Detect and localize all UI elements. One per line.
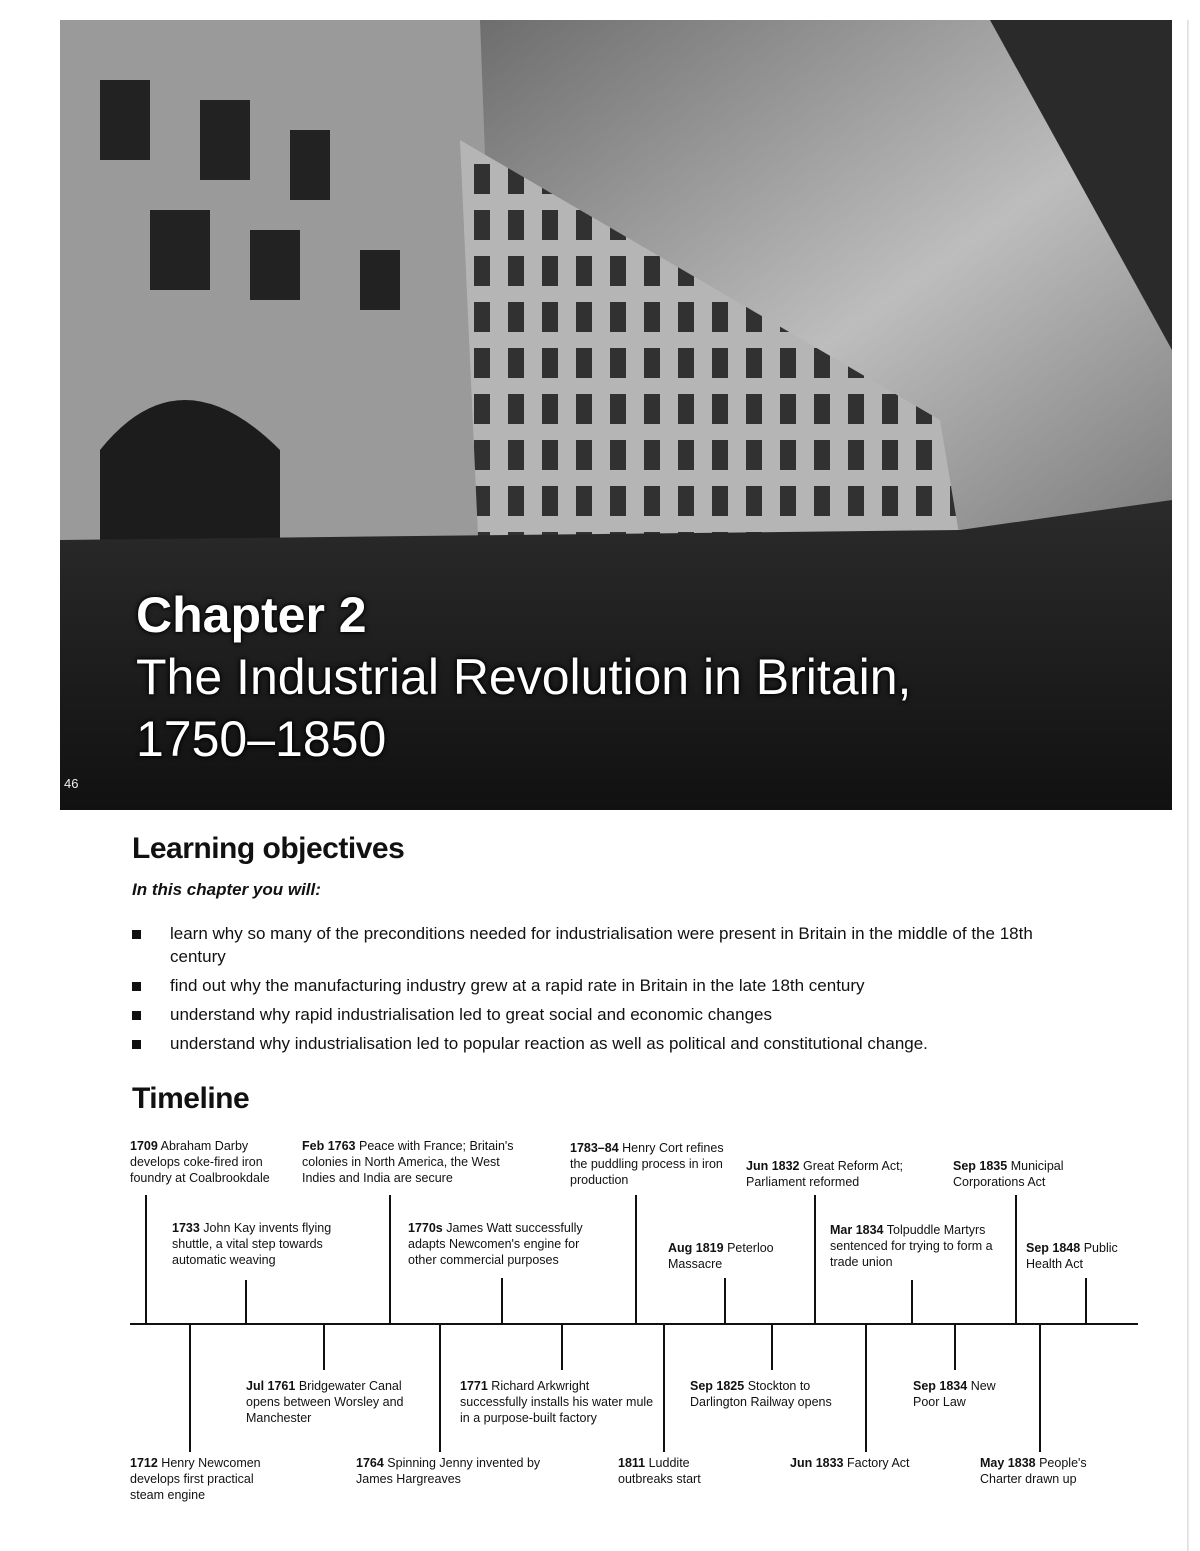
page-number: 46 bbox=[64, 776, 79, 791]
event-text: James Watt successfully adapts Newcomen's engine for other commercial purposes bbox=[408, 1221, 583, 1267]
objective-item bbox=[132, 1032, 1062, 1055]
event-text: Spinning Jenny invented by James Hargreaves bbox=[356, 1456, 541, 1486]
event-date: 1770s bbox=[408, 1221, 443, 1235]
event-text: Stockton to Darlington Railway opens bbox=[690, 1379, 832, 1409]
objective-text: find out why the manufacturing industry grew at a rapid rate in Britain in the late 18th century bbox=[170, 976, 865, 995]
timeline-event bbox=[668, 1240, 792, 1272]
objective-text: learn why so many of the preconditions needed for industrialisation were present in Britain in the middle of the 18th century bbox=[170, 924, 1033, 966]
event-date: Jul 1761 bbox=[246, 1379, 296, 1393]
bullet-square-icon bbox=[132, 982, 141, 991]
event-text: Luddite outbreaks start bbox=[618, 1456, 701, 1486]
event-date: Jun 1833 bbox=[790, 1456, 844, 1470]
event-date: Sep 1835 bbox=[953, 1159, 1008, 1173]
event-text: Richard Arkwright successfully installs his water mule in a purpose-built factory bbox=[460, 1379, 654, 1425]
event-date: Feb 1763 bbox=[302, 1139, 356, 1153]
event-text: John Kay invents flying shuttle, a vital step towards automatic weaving bbox=[172, 1221, 332, 1267]
timeline-event bbox=[570, 1140, 740, 1188]
event-date: Aug 1819 bbox=[668, 1241, 724, 1255]
event-date: May 1838 bbox=[980, 1456, 1036, 1470]
bullet-square-icon bbox=[132, 1011, 141, 1020]
timeline-event bbox=[913, 1378, 1023, 1410]
timeline-event bbox=[302, 1138, 534, 1186]
event-text: Municipal Corporations Act bbox=[953, 1159, 1064, 1189]
timeline-event bbox=[830, 1222, 1006, 1270]
page-edge bbox=[1178, 20, 1200, 1551]
event-text: Peace with France; Britain's colonies in North America, the West Indies and India are secure bbox=[302, 1139, 514, 1185]
event-date: 1709 bbox=[130, 1139, 158, 1153]
learning-objectives-intro: In this chapter you will: bbox=[132, 880, 321, 899]
learning-objectives-heading: Learning objectives bbox=[132, 832, 405, 865]
objective-item bbox=[132, 1003, 1062, 1026]
event-date: Jun 1832 bbox=[746, 1159, 800, 1173]
timeline-event bbox=[356, 1455, 546, 1487]
objective-text: understand why rapid industrialisation led to great social and economic changes bbox=[170, 1005, 772, 1024]
timeline-event bbox=[953, 1158, 1103, 1190]
event-date: Sep 1848 bbox=[1026, 1241, 1081, 1255]
bullet-square-icon bbox=[132, 1040, 141, 1049]
event-date: 1811 bbox=[618, 1456, 646, 1470]
timeline-event bbox=[618, 1455, 728, 1487]
event-text: Public Health Act bbox=[1026, 1241, 1118, 1271]
timeline-event bbox=[246, 1378, 406, 1426]
chapter-title-line1: The Industrial Revolution in Britain, bbox=[136, 649, 912, 705]
timeline-event bbox=[130, 1138, 296, 1186]
chapter-label: Chapter 2 bbox=[136, 587, 367, 643]
event-date: Mar 1834 bbox=[830, 1223, 884, 1237]
timeline-event bbox=[408, 1220, 604, 1268]
event-text: New Poor Law bbox=[913, 1379, 996, 1409]
objective-item bbox=[132, 922, 1062, 968]
event-text: Bridgewater Canal opens between Worsley and Manchester bbox=[246, 1379, 404, 1425]
timeline-event bbox=[690, 1378, 860, 1410]
event-text: People's Charter drawn up bbox=[980, 1456, 1087, 1486]
timeline-event bbox=[746, 1158, 922, 1190]
learning-objectives-list bbox=[132, 922, 1062, 1061]
objective-item bbox=[132, 974, 1062, 997]
timeline-event bbox=[130, 1455, 280, 1503]
chapter-heading bbox=[136, 584, 1116, 770]
timeline-event bbox=[790, 1455, 940, 1471]
event-date: Sep 1825 bbox=[690, 1379, 745, 1393]
event-date: 1733 bbox=[172, 1221, 200, 1235]
event-text: Great Reform Act; Parliament reformed bbox=[746, 1159, 904, 1189]
event-text: Factory Act bbox=[847, 1456, 910, 1470]
event-text: Henry Cort refines the puddling process in iron production bbox=[570, 1141, 724, 1187]
event-text: Peterloo Massacre bbox=[668, 1241, 774, 1271]
event-date: 1764 bbox=[356, 1456, 384, 1470]
event-date: 1783–84 bbox=[570, 1141, 619, 1155]
timeline-event bbox=[172, 1220, 352, 1268]
event-date: Sep 1834 bbox=[913, 1379, 968, 1393]
bullet-square-icon bbox=[132, 930, 141, 939]
timeline-event bbox=[460, 1378, 656, 1426]
event-date: 1771 bbox=[460, 1379, 488, 1393]
event-text: Abraham Darby develops coke-fired iron foundry at Coalbrookdale bbox=[130, 1139, 270, 1185]
event-date: 1712 bbox=[130, 1456, 158, 1470]
timeline-heading: Timeline bbox=[132, 1082, 250, 1115]
timeline-event bbox=[1026, 1240, 1132, 1272]
event-text: Tolpuddle Martyrs sentenced for trying to form a trade union bbox=[830, 1223, 993, 1269]
chapter-title-line2: 1750–1850 bbox=[136, 711, 387, 767]
objective-text: understand why industrialisation led to popular reaction as well as political and constitutional change. bbox=[170, 1034, 928, 1053]
timeline-event bbox=[980, 1455, 1098, 1487]
event-text: Henry Newcomen develops first practical steam engine bbox=[130, 1456, 261, 1502]
